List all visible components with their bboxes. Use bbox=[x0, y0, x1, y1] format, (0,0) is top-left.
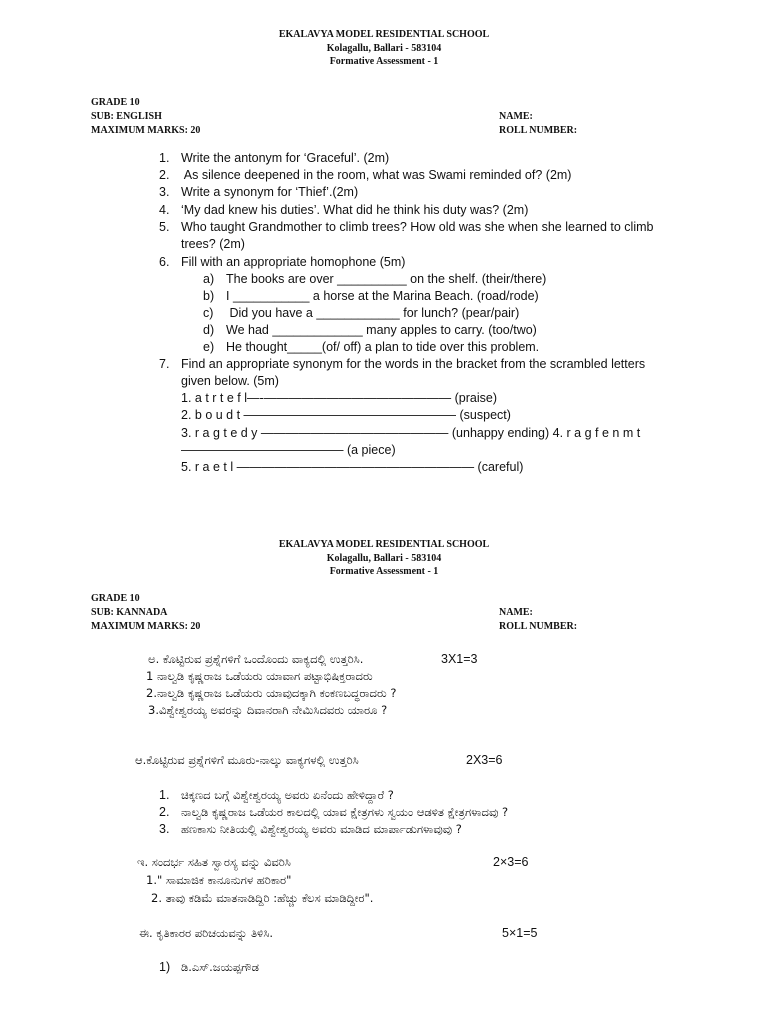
section-b-item: ಚಿಕ್ಕಣದ ಬಗ್ಗೆ ವಿಶ್ವೇಶ್ವರಯ್ಯ ಅವರು ಏನೆಂದು ಹೇಳಿದ್ದಾರೆ ? bbox=[181, 788, 394, 802]
scrambled-line: 2. b o u d t ————————————————— (suspect) bbox=[181, 408, 511, 422]
scrambled-line: 3. r a g t e d y ——————————————— (unhappy ending) 4. r a g f e n m t bbox=[181, 426, 641, 440]
scrambled-line: 1. a t r t e f l—-——————————————— (praise) bbox=[181, 391, 498, 405]
grade-label: GRADE 10 bbox=[91, 97, 140, 108]
sub-item-text: He thought_____(of/ off) a plan to tide over this problem. bbox=[226, 340, 540, 354]
section-b-marks: 2X3=6 bbox=[466, 753, 503, 767]
school-name: EKALAVYA MODEL RESIDENTIAL SCHOOL bbox=[278, 539, 490, 550]
question-number: 2. bbox=[159, 168, 170, 182]
question-text-continued: trees? (2m) bbox=[181, 237, 245, 251]
question-text: As silence deepened in the room, what was Swami reminded of? (2m) bbox=[181, 168, 572, 182]
section-d-marks: 5×1=5 bbox=[502, 926, 538, 940]
roll-number-label: ROLL NUMBER: bbox=[499, 621, 578, 632]
section-b-number: 1. bbox=[159, 788, 170, 802]
question-text: Write the antonym for ‘Graceful’. (2m) bbox=[181, 151, 390, 165]
section-b-item: ಹಣಕಾಸು ನೀತಿಯಲ್ಲಿ ವಿಶ್ವೇಶ್ವರಯ್ಯ ಅವರು ಮಾಡಿದ ಮಾರ್ಪಾಡುಗಳಾವುವು ? bbox=[181, 822, 462, 836]
sub-item-letter: d) bbox=[203, 323, 215, 337]
question-text: Write a synonym for ‘Thief’.(2m) bbox=[181, 185, 359, 199]
section-d-item: ಡಿ.ಎಸ್.ಜಯಪ್ಪಗೌಡ bbox=[181, 960, 259, 974]
question-number: 6. bbox=[159, 255, 170, 269]
name-label: NAME: bbox=[499, 607, 533, 618]
question-number: 7. bbox=[159, 357, 170, 371]
section-a-item: 3.ವಿಶ್ವೇಶ್ವರಯ್ಯ ಅವರನ್ನು ದಿವಾನರಾಗಿ ನೇಮಿಸಿದವರು ಯಾರೂ ? bbox=[148, 703, 388, 717]
sub-item-letter: c) bbox=[203, 306, 214, 320]
section-a-item: 2.ನಾಲ್ವಡಿ ಕೃಷ್ಣರಾಜ ಒಡೆಯರು ಯಾವುದಕ್ಕಾಗಿ ಕಂಕಣಬದ್ಧರಾದರು ? bbox=[146, 686, 397, 700]
section-b-number: 3. bbox=[159, 822, 170, 836]
section-a-marks: 3X1=3 bbox=[441, 652, 478, 666]
roll-number-label: ROLL NUMBER: bbox=[499, 125, 578, 136]
question-number: 5. bbox=[159, 220, 170, 234]
section-b-title: ಆ.ಕೊಟ್ಟಿರುವ ಪ್ರಶ್ನೆಗಳಿಗೆ ಮೂರು-ನಾಲ್ಕು ವಾಕ್ಯಗಳಲ್ಲಿ ಉತ್ತರಿಸಿ bbox=[135, 753, 359, 767]
sub-item-text: The books are over __________ on the shelf. (their/there) bbox=[226, 272, 547, 286]
subject-label: SUB: ENGLISH bbox=[91, 111, 162, 122]
section-b-item: ನಾಲ್ವಡಿ ಕೃಷ್ಣರಾಜ ಒಡೆಯರ ಕಾಲದಲ್ಲಿ ಯಾವ ಕ್ಷೇತ್ರಗಳು ಸ್ವಯಂ ಆಡಳಿತ ಕ್ಷೇತ್ರಗಳಾದವು ? bbox=[181, 805, 509, 819]
section-b-number: 2. bbox=[159, 805, 170, 819]
sub-item-letter: e) bbox=[203, 340, 215, 354]
school-name: EKALAVYA MODEL RESIDENTIAL SCHOOL bbox=[278, 29, 490, 40]
scrambled-line: 5. r a e t l ——————————————————— (careful) bbox=[181, 460, 524, 474]
question-text: Fill with an appropriate homophone (5m) bbox=[181, 255, 406, 269]
section-a-item: 1 ನಾಲ್ವಡಿ ಕೃಷ್ಣರಾಜ ಒಡೆಯರು ಯಾವಾಗ ಪಟ್ಟಾಭಿಷಿಕ್ತರಾದರು bbox=[146, 669, 373, 683]
sub-item-text: I ___________ a horse at the Marina Beach. (road/rode) bbox=[226, 289, 539, 303]
school-address: Kolagallu, Ballari - 583104 bbox=[326, 43, 442, 54]
assessment-title: Formative Assessment - 1 bbox=[329, 566, 439, 577]
school-address: Kolagallu, Ballari - 583104 bbox=[326, 553, 442, 564]
scrambled-line: ————————————— (a piece) bbox=[181, 443, 396, 457]
sub-item-text: Did you have a ____________ for lunch? (pear/pair) bbox=[226, 306, 520, 320]
question-number: 3. bbox=[159, 185, 170, 199]
section-a-title: ಅ. ಕೊಟ್ಟಿರುವ ಪ್ರಶ್ನೆಗಳಿಗೆ ಒಂದೊಂದು ವಾಕ್ಯದಲ್ಲಿ ಉತ್ತರಿಸಿ. bbox=[148, 652, 364, 666]
question-text: Find an appropriate synonym for the words in the bracket from the scrambled letters bbox=[181, 357, 646, 371]
section-c-marks: 2×3=6 bbox=[493, 855, 529, 869]
section-c-item: 1." ಸಾಮಾಜಿಕ ಕಾನೂನುಗಳ ಹರಿಕಾರ" bbox=[146, 873, 292, 887]
section-c-item: 2. ತಾವು ಕಡಿಮೆ ಮಾತನಾಡಿದ್ದಿರಿ :ಹೆಚ್ಚು ಕೆಲಸ ಮಾಡಿದ್ದೀರ". bbox=[151, 891, 374, 905]
question-text-continued: given below. (5m) bbox=[181, 374, 279, 388]
sub-item-letter: a) bbox=[203, 272, 215, 286]
assessment-title: Formative Assessment - 1 bbox=[329, 56, 439, 67]
name-label: NAME: bbox=[499, 111, 533, 122]
max-marks-label: MAXIMUM MARKS: 20 bbox=[91, 125, 201, 136]
question-number: 4. bbox=[159, 203, 170, 217]
section-d-title: ಈ. ಕೃತಿಕಾರರ ಪರಿಚಯವನ್ನು ತಿಳಿಸಿ. bbox=[139, 926, 274, 940]
section-d-number: 1) bbox=[159, 960, 171, 974]
grade-label: GRADE 10 bbox=[91, 593, 140, 604]
sub-item-letter: b) bbox=[203, 289, 215, 303]
sub-item-text: We had _____________ many apples to carry. (too/two) bbox=[226, 323, 537, 337]
max-marks-label: MAXIMUM MARKS: 20 bbox=[91, 621, 201, 632]
section-c-title: ಇ. ಸಂದರ್ಭ ಸಹಿತ ಸ್ವಾರಸ್ಯ ವನ್ನು ವಿವರಿಸಿ bbox=[137, 855, 291, 869]
question-number: 1. bbox=[159, 151, 170, 165]
subject-label: SUB: KANNADA bbox=[91, 607, 168, 618]
question-text: ‘My dad knew his duties’. What did he think his duty was? (2m) bbox=[181, 203, 529, 217]
question-text: Who taught Grandmother to climb trees? How old was she when she learned to climb bbox=[181, 220, 654, 234]
